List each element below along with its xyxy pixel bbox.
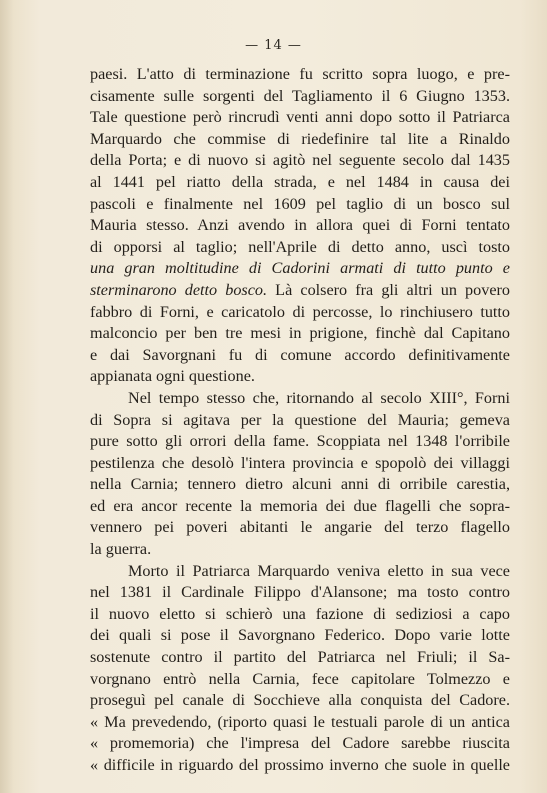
text-line: Mauria stesso. Anzi avendo in allora quei di Forni tentato bbox=[90, 216, 510, 235]
text-line: Nel tempo stesso che, ritornando al secolo XIII°, Forni bbox=[128, 388, 510, 407]
text-line: proseguì pel canale di Socchieve alla conquista del Cadore. bbox=[90, 691, 510, 710]
text-line: nella Carnia; tennero dietro alcuni anni di orribile carestia, bbox=[90, 475, 510, 494]
text-line: nel 1381 il Cardinale Filippo d'Alansone; ma tosto contro bbox=[90, 583, 510, 602]
text-line: sostenute contro il partito del Patriarca nel Friuli; il Sa- bbox=[90, 648, 510, 667]
text-line: di Sopra si agitava per la questione del Mauria; gemeva bbox=[90, 410, 510, 429]
text-line-mixed bbox=[90, 280, 510, 302]
body-text bbox=[90, 64, 510, 777]
text-line: malconcio per ben tre mesi in prigione, finchè dal Capitano bbox=[90, 324, 510, 343]
text-line: « promemoria) che l'impresa del Cadore sarebbe riuscita bbox=[90, 734, 510, 753]
text-line: e dai Savorgnani fu di comune accordo definitivamente bbox=[90, 345, 510, 364]
text-line: ed era ancor recente la memoria dei due flagelli che sopra- bbox=[90, 496, 510, 515]
text-line: Tale questione però rincrudì venti anni dopo sotto il Patriarca bbox=[90, 108, 510, 127]
text-line-italic: una gran moltitudine di Cadorini armati di tutto punto e bbox=[90, 259, 510, 278]
text-line: il nuovo eletto si schierò una fazione di sediziosi a capo bbox=[90, 604, 510, 623]
italic-phrase: sterminarono detto bosco. bbox=[90, 280, 268, 299]
text-line: la guerra. bbox=[90, 540, 152, 559]
text-line: pestilenza che desolò l'intera provincia e spopolò dei villaggi bbox=[90, 453, 510, 472]
text-line: « difficile in riguardo del prossimo inverno che suole in quelle bbox=[90, 756, 510, 774]
text-line: pure sotto gli orrori della fame. Scoppiata nel 1348 l'orribile bbox=[90, 432, 510, 451]
text-line: « Ma prevedendo, (riporto quasi le testuali parole di un antica bbox=[90, 712, 510, 731]
text-line: fabbro di Forni, e caricatolo di percosse, lo rinchiusero tutto bbox=[90, 302, 510, 321]
text-line: dei quali si pose il Savorgnano Federico. Dopo varie lotte bbox=[90, 626, 510, 645]
text-line: vorgnano entrò nella Carnia, fece capitolare Tolmezzo e bbox=[90, 669, 510, 688]
text-line: appianata ogni questione. bbox=[90, 367, 255, 386]
text-line: di opporsi al taglio; nell'Aprile di detto anno, uscì tosto bbox=[90, 237, 510, 256]
text-line: pascoli e finalmente nel 1609 pel taglio di un bosco sul bbox=[90, 194, 510, 213]
text-line: cisamente sulle sorgenti del Tagliamento il 6 Giugno 1353. bbox=[90, 86, 510, 105]
text-line: al 1441 pel riatto della strada, e nel 1484 in causa dei bbox=[90, 172, 510, 191]
roman-phrase: Là colsero fra gli altri un povero bbox=[267, 280, 510, 299]
text-line: paesi. L'atto di terminazione fu scritto sopra luogo, e pre- bbox=[90, 65, 510, 83]
text-line: Morto il Patriarca Marquardo veniva eletto in sua vece bbox=[128, 561, 510, 580]
text-line: vennero pei poveri abitanti le angarie del terzo flagello bbox=[90, 518, 510, 537]
page-number: — 14 — bbox=[245, 38, 302, 53]
text-line: della Porta; e di nuovo si agitò nel seguente secolo dal 1435 bbox=[90, 151, 510, 170]
text-line: Marquardo che commise di riedefinire tal lite a Rinaldo bbox=[90, 129, 510, 148]
